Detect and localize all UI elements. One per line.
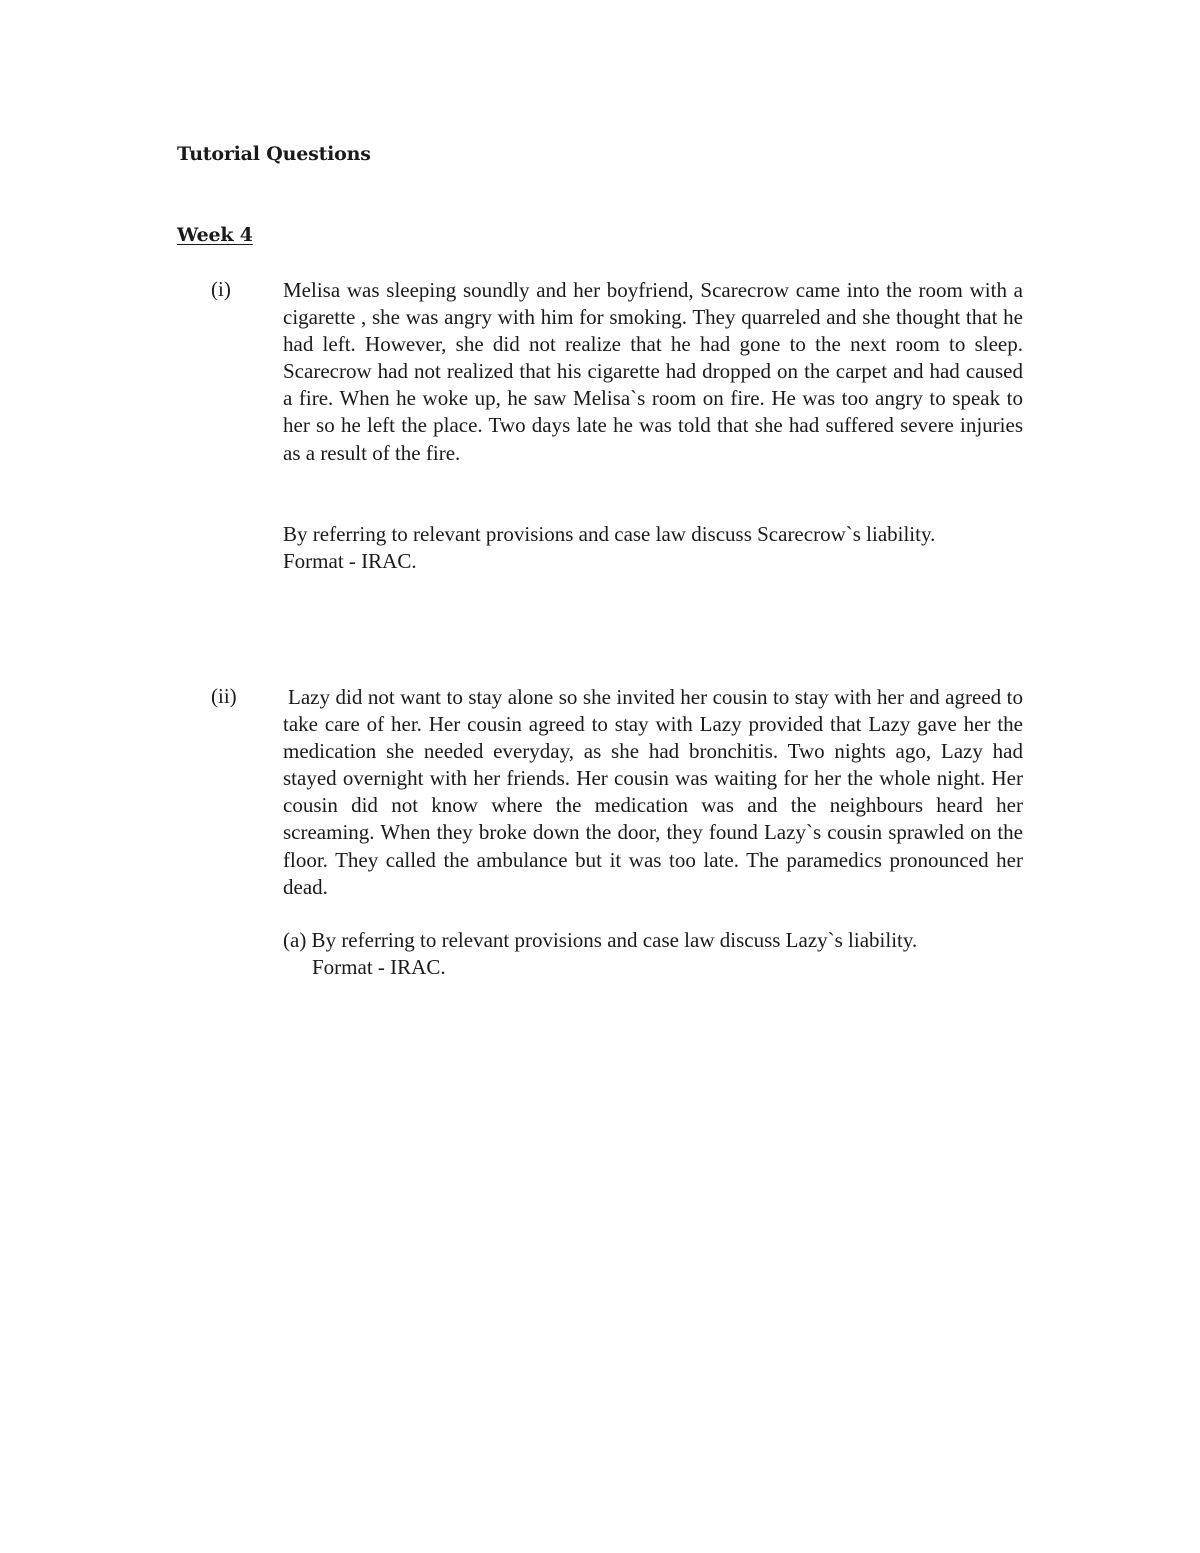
question-2-subprompt bbox=[283, 927, 1043, 981]
question-1-prompt-text: By referring to relevant provisions and case law discuss Scarecrow`s liability. bbox=[283, 522, 936, 546]
question-2-format: Format - IRAC. bbox=[312, 955, 446, 980]
question-2-subprompt-text: (a) By referring to relevant provisions and case law discuss Lazy`s liability. bbox=[283, 928, 918, 952]
question-1-body: Melisa was sleeping soundly and her boyfriend, Scarecrow came into the room with a cigarette , she was angry with him for smoking. They quarreled and she thought that he had left. However, she did not realize that he had gone to the next room to sleep. Scarecrow had not realized that his cigarette had dropped on the carpet and had caused a fire. When he woke up, he saw Melisa`s room on fire. He was too angry to speak to her so he left the place. Two days late he was told that she had suffered severe injuries as a result of the fire. bbox=[283, 278, 1023, 465]
question-1-number: (i) bbox=[211, 277, 231, 301]
question-1-prompt bbox=[283, 521, 1043, 575]
question-1-format: Format - IRAC. bbox=[283, 549, 417, 574]
question-2-body: Lazy did not want to stay alone so she invited her cousin to stay with her and agreed to take care of her. Her cousin agreed to stay with Lazy provided that Lazy gave her the medication she needed everyday, as she had bronchitis. Two nights ago, Lazy had stayed overnight with her friends. Her cousin was waiting for her the whole night. Her cousin did not know where the medication was and the neighbours heard her screaming. When they broke down the door, they found Lazy`s cousin sprawled on the floor. They called the ambulance but it was too late. The paramedics pronounced her dead. bbox=[283, 685, 1023, 899]
question-2-number: (ii) bbox=[211, 684, 237, 708]
document-title: Tutorial Questions bbox=[177, 143, 371, 165]
week-heading: Week 4 bbox=[177, 224, 253, 246]
